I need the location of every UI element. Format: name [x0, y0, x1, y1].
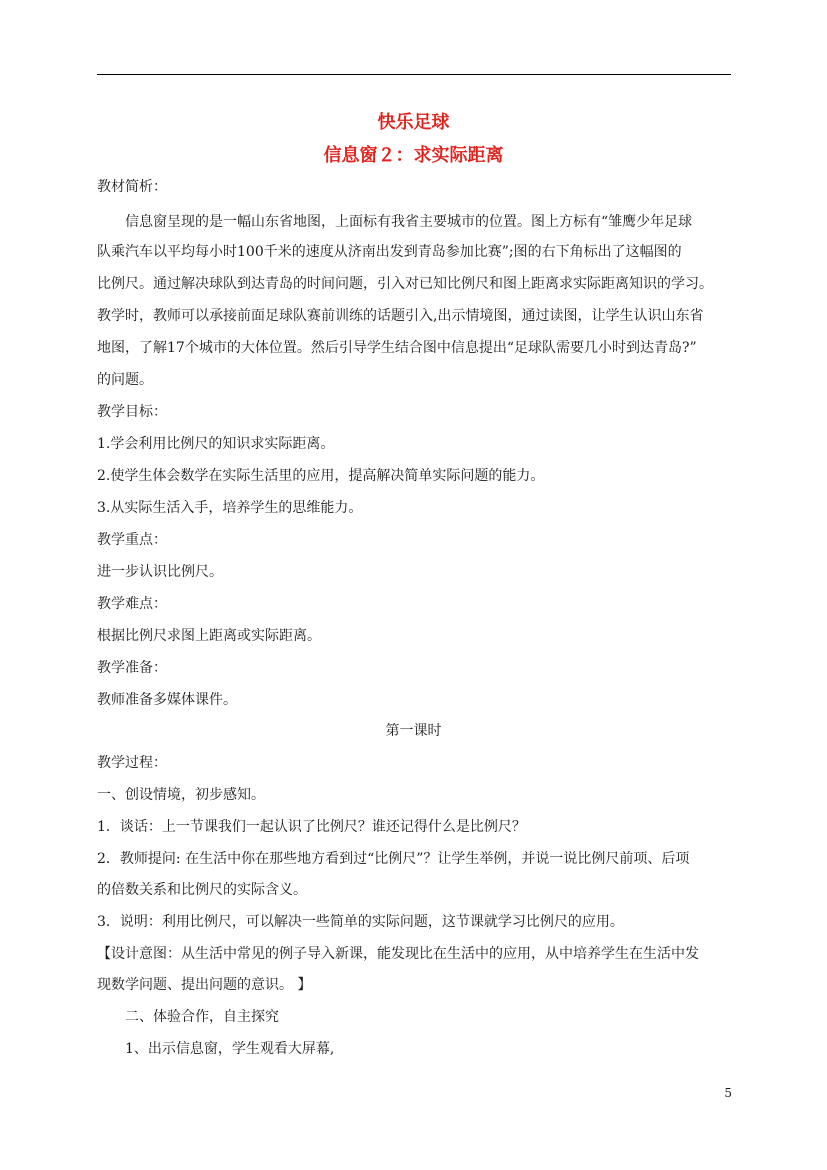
step1-item-2-cont: 的倍数关系和比例尺的实际含义。 — [97, 882, 307, 898]
analysis-label: 教材简析： — [97, 179, 167, 195]
lesson-title: 第一课时 — [385, 723, 442, 739]
step1-item-2: 2．教师提问: 在生活中你在那些地方看到过“比例尺”？让学生举例，并说一说比例尺前项、后项 — [97, 851, 690, 867]
document-subtitle: 信息窗２：求实际距离 — [323, 145, 504, 166]
document-title: 快乐足球 — [377, 112, 450, 133]
difficulty-text: 根据比例尺求图上距离或实际距离。 — [97, 628, 321, 644]
analysis-line-6: 的问题。 — [97, 372, 153, 388]
design-intent-line-2: 现数学问题、提出问题的意识。 】 — [97, 977, 312, 993]
step1-item-3: 3．说明：利用比例尺，可以解决一些简单的实际问题，这节课就学习比例尺的应用。 — [97, 914, 624, 930]
prep-text: 教师准备多媒体课件。 — [97, 692, 237, 708]
key-points-label: 教学重点： — [97, 532, 167, 548]
analysis-line-4: 教学时，教师可以承接前面足球队赛前训练的话题引入,出示情境图，通过读图，让学生认识山东省 — [97, 308, 704, 324]
goals-label: 教学目标： — [97, 404, 167, 420]
analysis-line-5: 地图，了解17个城市的大体位置。然后引导学生结合图中信息提出“足球队需要几小时到达青岛?” — [97, 340, 697, 356]
prep-label: 教学准备： — [97, 660, 167, 676]
header-rule — [97, 74, 731, 75]
step2-item-1: 1、出示信息窗，学生观看大屏幕, — [125, 1041, 335, 1057]
design-intent-line-1: 【设计意图：从生活中常见的例子导入新课，能发现比在生活中的应用，从中培养学生在生活中发 — [97, 946, 699, 962]
analysis-line-1: 信息窗呈现的是一幅山东省地图，上面标有我省主要城市的位置。图上方标有“雏鹰少年足球 — [125, 214, 693, 230]
analysis-line-2: 队乘汽车以平均每小时100千米的速度从济南出发到青岛参加比赛”;图的右下角标出了这幅图的 — [97, 244, 682, 260]
analysis-line-3: 比例尺。通过解决球队到达青岛的时间问题，引入对已知比例尺和图上距离求实际距离知识的学习。 — [97, 276, 713, 292]
step1-title: 一、创设情境，初步感知。 — [97, 787, 265, 803]
difficulty-label: 教学难点： — [97, 596, 167, 612]
goal-item-2: 2.使学生体会数学在实际生活里的应用，提高解决简单实际问题的能力。 — [97, 468, 545, 484]
step2-title: 二、体验合作，自主探究 — [125, 1009, 279, 1025]
goal-item-1: 1.学会利用比例尺的知识求实际距离。 — [97, 436, 335, 452]
goal-item-3: 3.从实际生活入手，培养学生的思维能力。 — [97, 500, 363, 516]
key-points-text: 进一步认识比例尺。 — [97, 564, 223, 580]
page-number: 5 — [724, 1086, 732, 1100]
step1-item-1: 1．谈话：上一节课我们一起认识了比例尺？谁还记得什么是比例尺？ — [97, 819, 526, 835]
process-label: 教学过程： — [97, 755, 167, 771]
